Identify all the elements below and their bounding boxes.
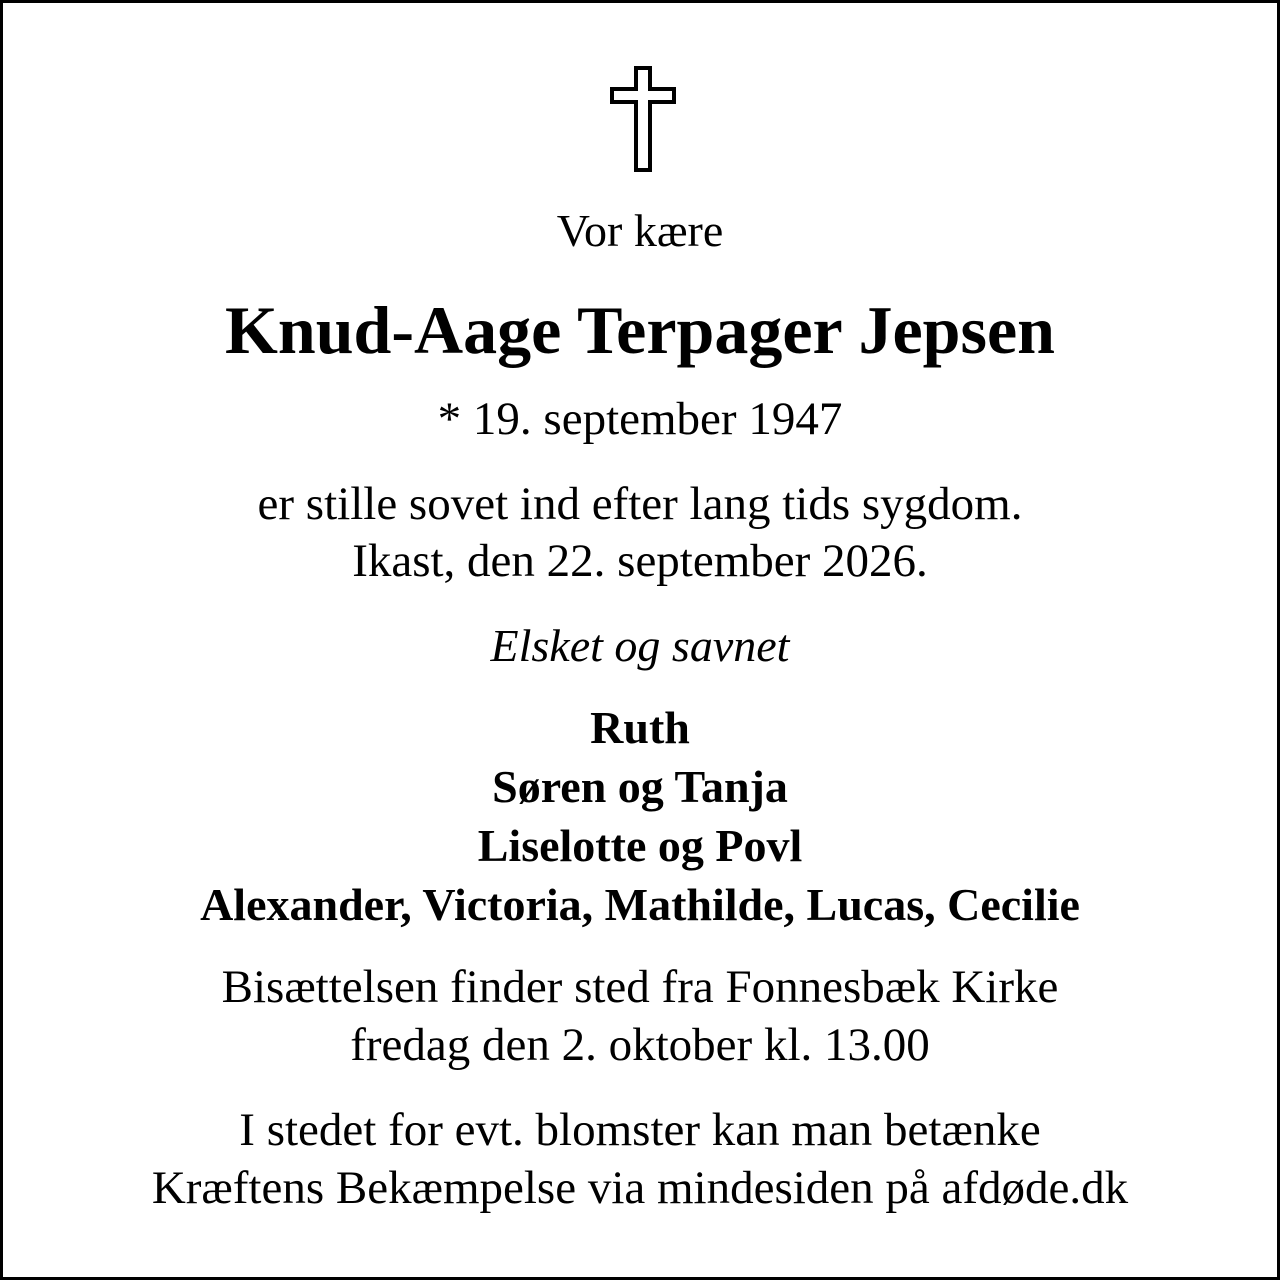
intro-text: Vor kære <box>556 205 724 256</box>
message-line: Ikast, den 22. september 2026. <box>352 535 928 587</box>
signatory: Ruth <box>590 702 690 753</box>
signatory: Søren og Tanja <box>492 761 788 812</box>
cross-icon <box>610 66 676 172</box>
signatory: Alexander, Victoria, Mathilde, Lucas, Cecilie <box>200 879 1080 930</box>
flowers-note: I stedet for evt. blomster kan man betænke <box>239 1104 1041 1156</box>
birth-date: * 19. september 1947 <box>437 393 843 445</box>
funeral-info: Bisættelsen finder sted fra Fonnesbæk Kirke <box>221 961 1059 1013</box>
deceased-name: Knud-Aage Terpager Jepsen <box>225 292 1055 368</box>
signatory: Liselotte og Povl <box>477 820 803 871</box>
tagline: Elsket og savnet <box>490 620 790 671</box>
funeral-info: fredag den 2. oktober kl. 13.00 <box>350 1019 930 1071</box>
message-line: er stille sovet ind efter lang tids sygdom. <box>257 478 1023 530</box>
flowers-note: Kræftens Bekæmpelse via mindesiden på afdøde.dk <box>151 1162 1129 1214</box>
